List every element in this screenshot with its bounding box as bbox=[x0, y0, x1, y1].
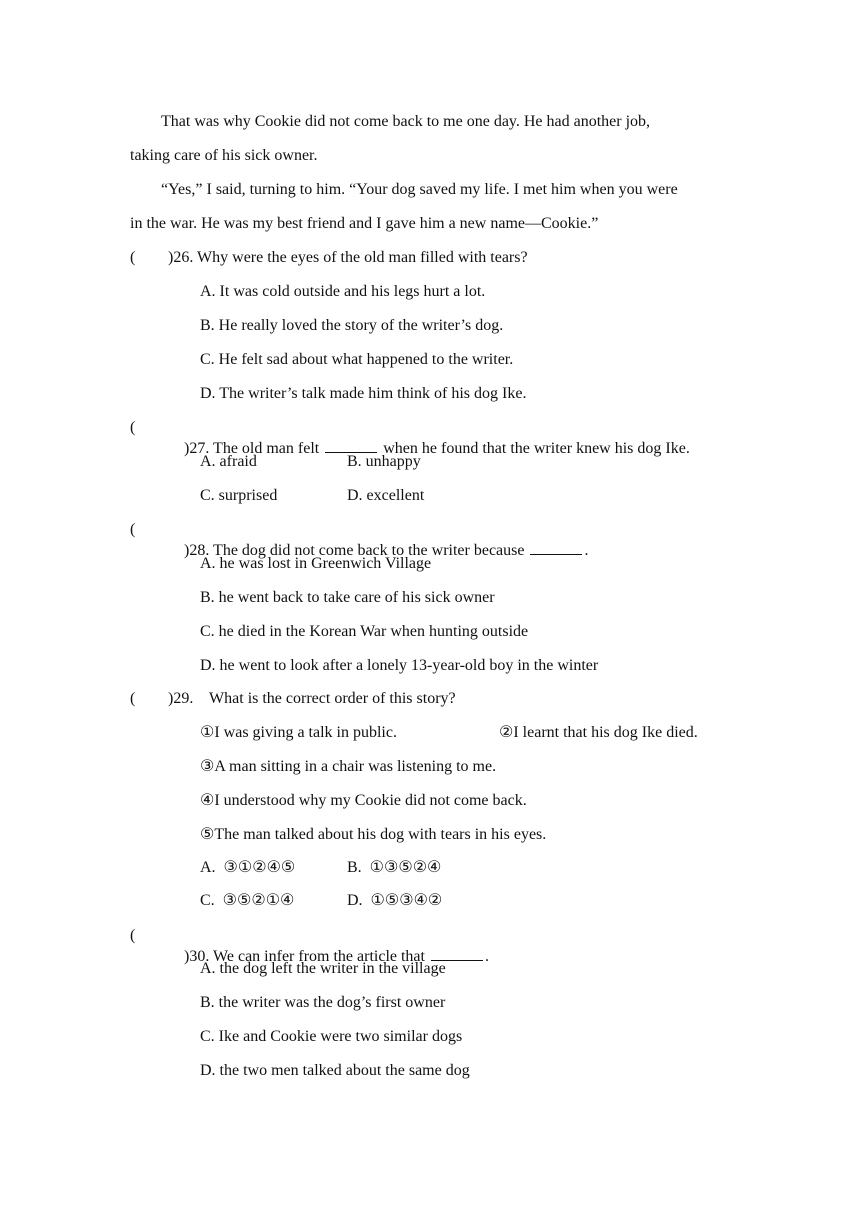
q29-option-a: A. ③①②④⑤ bbox=[200, 859, 296, 876]
q28-option-b: B. he went back to take care of his sick owner bbox=[200, 589, 495, 606]
q29-event-5: ⑤The man talked about his dog with tears in his eyes. bbox=[200, 826, 547, 843]
q28-option-a: A. he was lost in Greenwich Village bbox=[200, 555, 432, 572]
q28-option-d: D. he went to look after a lonely 13-year-old boy in the winter bbox=[200, 657, 599, 674]
q30-option-a: A. the dog left the writer in the village bbox=[200, 960, 446, 977]
q26-option-c: C. He felt sad about what happened to the writer. bbox=[200, 351, 514, 368]
q28-blank bbox=[530, 540, 582, 555]
q27-option-d: D. excellent bbox=[347, 487, 425, 504]
passage-p1-line1: That was why Cookie did not come back to me one day. He had another job, bbox=[161, 113, 651, 130]
q30-option-c: C. Ike and Cookie were two similar dogs bbox=[200, 1028, 463, 1045]
q27-option-c: C. surprised bbox=[200, 487, 278, 504]
q30-answer-paren[interactable]: ( bbox=[130, 927, 136, 944]
q26-option-b: B. He really loved the story of the writer’s dog. bbox=[200, 317, 504, 334]
q29-event-1: ①I was giving a talk in public. bbox=[200, 724, 397, 741]
q30-option-b: B. the writer was the dog’s first owner bbox=[200, 994, 446, 1011]
q29-option-d: D. ①⑤③④② bbox=[347, 892, 443, 909]
q30-stem-part1: )30. We can infer from the article that bbox=[184, 948, 425, 965]
q28-answer-paren[interactable]: ( bbox=[130, 521, 136, 538]
q29-event-3: ③A man sitting in a chair was listening to me. bbox=[200, 758, 497, 775]
q29-event-2: ②I learnt that his dog Ike died. bbox=[499, 724, 698, 741]
q26-answer-paren[interactable]: ( bbox=[130, 249, 136, 266]
passage-p2-line2: in the war. He was my best friend and I gave him a new name—Cookie.” bbox=[130, 215, 599, 232]
q27-option-a: A. afraid bbox=[200, 453, 257, 470]
q30-option-d: D. the two men talked about the same dog bbox=[200, 1062, 470, 1079]
q27-blank bbox=[325, 438, 377, 453]
q28-stem-part2: . bbox=[584, 542, 589, 559]
q29-option-b: B. ①③⑤②④ bbox=[347, 859, 442, 876]
passage-p2-line1: “Yes,” I said, turning to him. “Your dog saved my life. I met him when you were bbox=[161, 181, 678, 198]
q27-answer-paren[interactable]: ( bbox=[130, 419, 136, 436]
q28-stem-part1: )28. The dog did not come back to the writer because bbox=[184, 542, 525, 559]
q29-stem: )29. What is the correct order of this story? bbox=[168, 690, 456, 707]
q26-stem: )26. Why were the eyes of the old man filled with tears? bbox=[168, 249, 528, 266]
q27-stem-part1: )27. The old man felt bbox=[184, 440, 320, 457]
q29-event-4: ④I understood why my Cookie did not come back. bbox=[200, 792, 527, 809]
q29-answer-paren[interactable]: ( bbox=[130, 690, 136, 707]
passage-paragraph-1 bbox=[130, 112, 732, 132]
q28-option-c: C. he died in the Korean War when hunting outside bbox=[200, 623, 529, 640]
q27-stem-part2: when he found that the writer knew his dog Ike. bbox=[383, 440, 690, 457]
q26-option-d: D. The writer’s talk made him think of his dog Ike. bbox=[200, 385, 527, 402]
q26-option-a: A. It was cold outside and his legs hurt a lot. bbox=[200, 283, 486, 300]
q27-option-b: B. unhappy bbox=[347, 453, 421, 470]
passage-p1-line2: taking care of his sick owner. bbox=[130, 147, 318, 164]
q29-option-c: C. ③⑤②①④ bbox=[200, 892, 295, 909]
passage-paragraph-2 bbox=[130, 180, 732, 200]
q30-stem-part2: . bbox=[484, 948, 489, 965]
